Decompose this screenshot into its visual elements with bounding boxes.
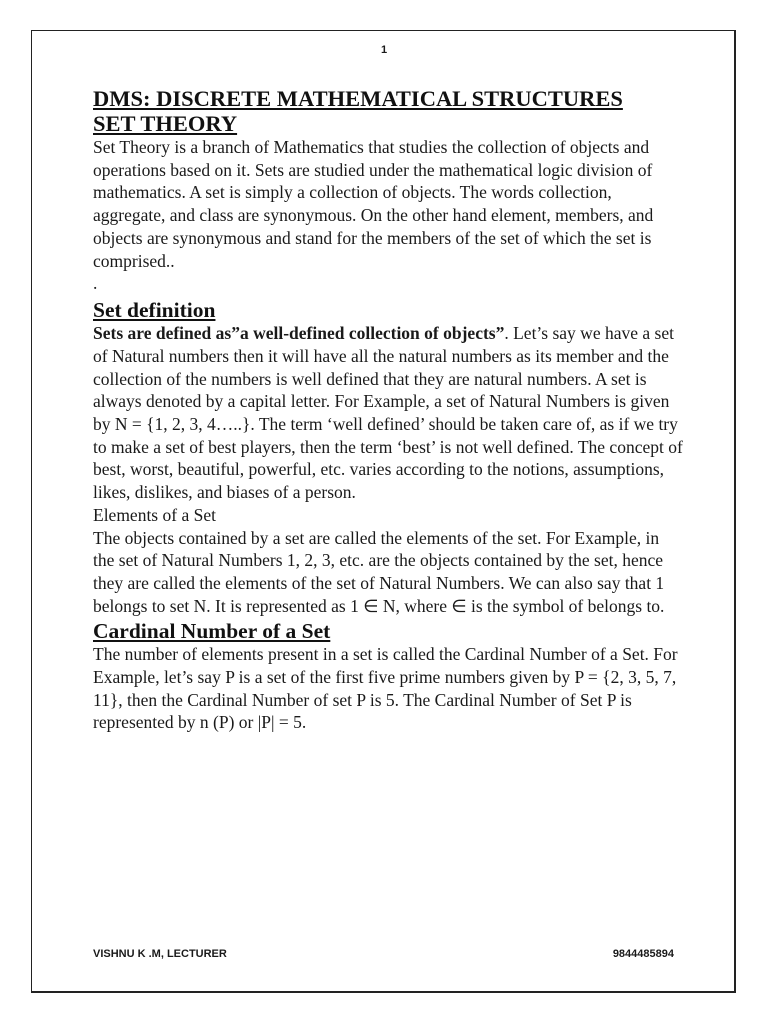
set-definition-body: . Let’s say we have a set of Natural numbers then it will have all the natural numbers as its member and the collection of the numbers is well defined that they are natural numbers. A set is always denoted by a capital letter. For Example, a set of Natural Numbers is given by N = {1, 2, 3, 4…..}. The term ‘well defined’ should be taken care of, as if we try to make a set of best players, then the term ‘best’ is not well defined. The concept of best, worst, beautiful, powerful, etc. varies according to the notions, assumptions, likes, dislikes, and biases of a person. xyxy=(93,323,683,503)
heading-elements-of-set: Elements of a Set xyxy=(93,504,216,525)
elements-paragraph: The objects contained by a set are called the elements of the set. For Example, in the set of Natural Numbers 1, 2, 3, etc. are the objects contained by the set, hence they are called the elements of the set of Natural Numbers. We can also say that 1 belongs to set N. It is represented as 1 ∈ N, where ∈ is the symbol of belongs to. xyxy=(93,527,665,616)
heading-cardinal-number: Cardinal Number of a Set xyxy=(93,619,331,644)
separator-dot: . xyxy=(93,273,98,294)
footer-phone: 9844485894 xyxy=(612,948,674,960)
intro-paragraph: Set Theory is a branch of Mathematics that studies the collection of objects and operations based on it. Sets are studied under the mathematical logic division of mathematics. A set is simply a collection of objects. The words collection, aggregate, and class are synonymous. On the other hand element, members, and objects are synonymous and stand for the members of the set of which the set is comprised.. xyxy=(93,137,654,271)
page-number: 1 xyxy=(380,44,388,56)
document-body xyxy=(93,86,683,734)
footer-author: VISHNU K .M, LECTURER xyxy=(93,948,227,960)
document-subtitle: SET THEORY xyxy=(93,111,238,136)
set-definition-lead: Sets are defined as”a well-defined collection of objects” xyxy=(93,323,505,344)
cardinal-paragraph: The number of elements present in a set is called the Cardinal Number of a Set. For Example, let’s say P is a set of the first five prime numbers given by P = {2, 3, 5, 7, 11}, then the Cardinal Number of set P is 5. The Cardinal Number of Set P is represented by n (P) or |P| = 5. xyxy=(93,644,678,733)
set-definition-paragraph xyxy=(93,322,683,504)
heading-set-definition: Set definition xyxy=(93,298,216,323)
document-title: DMS: DISCRETE MATHEMATICAL STRUCTURES xyxy=(93,86,623,111)
